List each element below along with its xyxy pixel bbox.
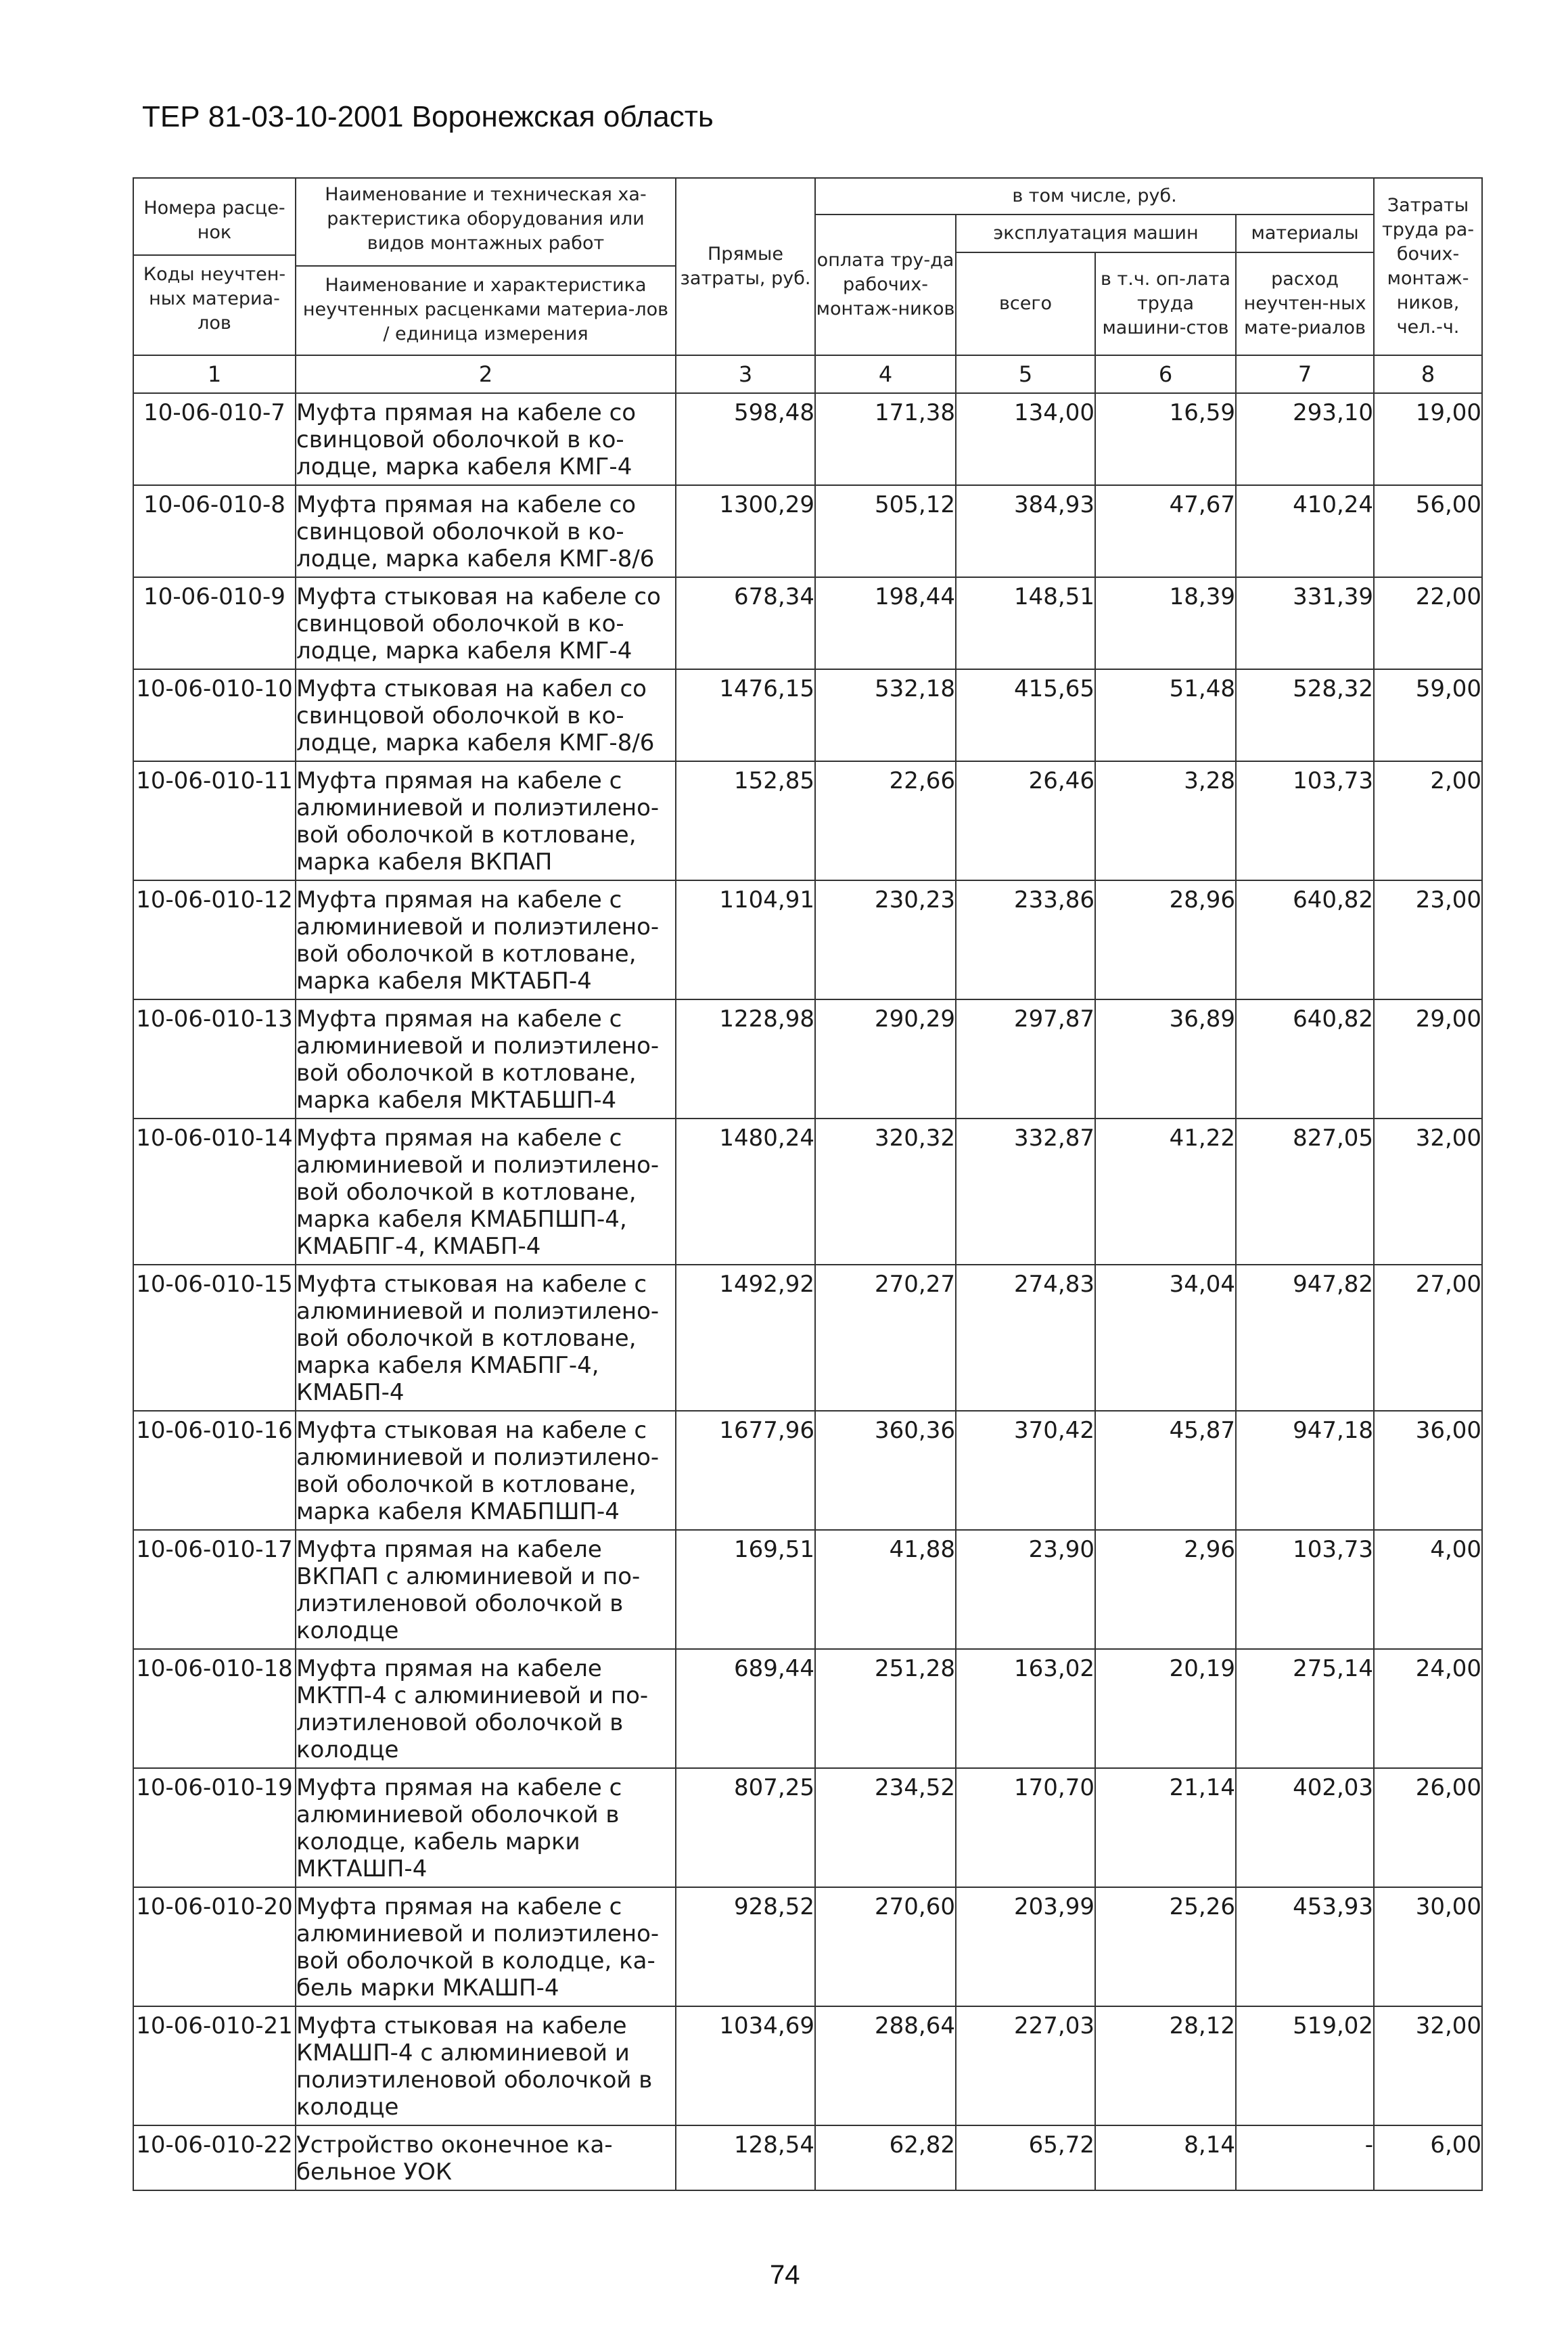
table-row xyxy=(133,999,1482,1119)
column-number: 7 xyxy=(1236,355,1374,393)
materials-cost: 410,24 xyxy=(1236,485,1374,577)
machines-total: 65,72 xyxy=(956,2125,1095,2190)
machines-total: 297,87 xyxy=(956,999,1095,1119)
worker-wages: 532,18 xyxy=(815,669,956,761)
labor-hours: 23,00 xyxy=(1374,880,1482,999)
materials-cost: 275,14 xyxy=(1236,1649,1374,1768)
direct-costs: 678,34 xyxy=(676,577,815,669)
rate-code: 10-06-010-16 xyxy=(133,1411,296,1530)
labor-hours: 22,00 xyxy=(1374,577,1482,669)
header-direct-costs: Прямые затраты, руб. xyxy=(676,178,815,355)
header-machine-operators: в т.ч. оп-лата труда машини-стов xyxy=(1095,252,1236,355)
direct-costs: 1104,91 xyxy=(676,880,815,999)
direct-costs: 598,48 xyxy=(676,393,815,485)
rate-code: 10-06-010-22 xyxy=(133,2125,296,2190)
machine-operator-wages: 25,26 xyxy=(1095,1887,1236,2006)
header-work-name: Наименование и техническая ха-рактеристика оборудования или видов монтажных работ xyxy=(325,184,647,254)
rates-table xyxy=(133,177,1483,2191)
column-number: 8 xyxy=(1374,355,1482,393)
rate-code: 10-06-010-7 xyxy=(133,393,296,485)
rate-code: 10-06-010-19 xyxy=(133,1768,296,1887)
labor-hours: 24,00 xyxy=(1374,1649,1482,1768)
table-body xyxy=(133,393,1482,2190)
labor-hours: 56,00 xyxy=(1374,485,1482,577)
header-machines-total: всего xyxy=(956,252,1095,355)
machine-operator-wages: 20,19 xyxy=(1095,1649,1236,1768)
worker-wages: 360,36 xyxy=(815,1411,956,1530)
header-rate-numbers: Номера расце-нок xyxy=(143,198,285,243)
direct-costs: 169,51 xyxy=(676,1530,815,1649)
worker-wages: 198,44 xyxy=(815,577,956,669)
rate-name: Муфта стыковая на кабеле со свинцовой оболочкой в ко-лодце, марка кабеля КМГ-4 xyxy=(296,577,676,669)
labor-hours: 29,00 xyxy=(1374,999,1482,1119)
labor-hours: 6,00 xyxy=(1374,2125,1482,2190)
rate-name: Муфта прямая на кабеле МКТП-4 с алюминиевой и по-лиэтиленовой оболочкой в колодце xyxy=(296,1649,676,1768)
materials-cost: 103,73 xyxy=(1236,1530,1374,1649)
materials-cost: 947,18 xyxy=(1236,1411,1374,1530)
machine-operator-wages: 2,96 xyxy=(1095,1530,1236,1649)
worker-wages: 270,27 xyxy=(815,1265,956,1411)
machine-operator-wages: 51,48 xyxy=(1095,669,1236,761)
machines-total: 227,03 xyxy=(956,2006,1095,2125)
table-row xyxy=(133,1530,1482,1649)
worker-wages: 270,60 xyxy=(815,1887,956,2006)
table-row xyxy=(133,1649,1482,1768)
direct-costs: 1480,24 xyxy=(676,1119,815,1265)
column-number: 1 xyxy=(133,355,296,393)
worker-wages: 62,82 xyxy=(815,2125,956,2190)
machines-total: 134,00 xyxy=(956,393,1095,485)
table-row xyxy=(133,485,1482,577)
machine-operator-wages: 28,12 xyxy=(1095,2006,1236,2125)
rate-code: 10-06-010-14 xyxy=(133,1119,296,1265)
machine-operator-wages: 36,89 xyxy=(1095,999,1236,1119)
column-number: 6 xyxy=(1095,355,1236,393)
rate-name: Муфта прямая на кабеле с алюминиевой и полиэтилено-вой оболочкой в котловане, марка кабеля МКТАБП-4 xyxy=(296,880,676,999)
rate-name: Муфта прямая на кабеле с алюминиевой и полиэтилено-вой оболочкой в котловане, марка кабеля МКТАБШП-4 xyxy=(296,999,676,1119)
machine-operator-wages: 34,04 xyxy=(1095,1265,1236,1411)
labor-hours: 27,00 xyxy=(1374,1265,1482,1411)
rate-code: 10-06-010-9 xyxy=(133,577,296,669)
labor-hours: 59,00 xyxy=(1374,669,1482,761)
direct-costs: 1476,15 xyxy=(676,669,815,761)
worker-wages: 230,23 xyxy=(815,880,956,999)
machines-total: 26,46 xyxy=(956,761,1095,880)
rate-name: Муфта стыковая на кабеле с алюминиевой и полиэтилено-вой оболочкой в котловане, марка кабеля КМАБПШП-4 xyxy=(296,1411,676,1530)
rate-name: Муфта прямая на кабеле с алюминиевой и полиэтилено-вой оболочкой в котловане, марка кабеля ВКПАП xyxy=(296,761,676,880)
machine-operator-wages: 18,39 xyxy=(1095,577,1236,669)
table-row xyxy=(133,577,1482,669)
table-row xyxy=(133,1887,1482,2006)
worker-wages: 320,32 xyxy=(815,1119,956,1265)
column-number: 2 xyxy=(296,355,676,393)
machine-operator-wages: 8,14 xyxy=(1095,2125,1236,2190)
machines-total: 23,90 xyxy=(956,1530,1095,1649)
direct-costs: 807,25 xyxy=(676,1768,815,1887)
table-row xyxy=(133,393,1482,485)
machines-total: 274,83 xyxy=(956,1265,1095,1411)
header-unaccounted-materials: расход неучтен-ных мате-риалов xyxy=(1236,252,1374,355)
header-material-codes: Коды неучтен-ных материа-лов xyxy=(143,264,286,334)
table-row xyxy=(133,1119,1482,1265)
column-number: 3 xyxy=(676,355,815,393)
materials-cost: 640,82 xyxy=(1236,999,1374,1119)
labor-hours: 4,00 xyxy=(1374,1530,1482,1649)
column-number: 5 xyxy=(956,355,1095,393)
machines-total: 233,86 xyxy=(956,880,1095,999)
rate-name: Муфта прямая на кабеле с алюминиевой оболочкой в колодце, кабель марки МКТАШП-4 xyxy=(296,1768,676,1887)
table-row xyxy=(133,2006,1482,2125)
header-codes xyxy=(133,178,296,355)
machine-operator-wages: 21,14 xyxy=(1095,1768,1236,1887)
worker-wages: 234,52 xyxy=(815,1768,956,1887)
worker-wages: 251,28 xyxy=(815,1649,956,1768)
rate-name: Муфта стыковая на кабел со свинцовой оболочкой в ко-лодце, марка кабеля КМГ-8/6 xyxy=(296,669,676,761)
machines-total: 332,87 xyxy=(956,1119,1095,1265)
worker-wages: 22,66 xyxy=(815,761,956,880)
rate-code: 10-06-010-11 xyxy=(133,761,296,880)
column-numbers-row xyxy=(133,355,1482,393)
labor-hours: 2,00 xyxy=(1374,761,1482,880)
header-names xyxy=(296,178,676,355)
rate-name: Муфта стыковая на кабеле с алюминиевой и полиэтилено-вой оболочкой в котловане, марка кабеля КМАБПГ-4, КМАБП-4 xyxy=(296,1265,676,1411)
worker-wages: 288,64 xyxy=(815,2006,956,2125)
machines-total: 170,70 xyxy=(956,1768,1095,1887)
labor-hours: 19,00 xyxy=(1374,393,1482,485)
worker-wages: 505,12 xyxy=(815,485,956,577)
worker-wages: 171,38 xyxy=(815,393,956,485)
materials-cost: - xyxy=(1236,2125,1374,2190)
column-number: 4 xyxy=(815,355,956,393)
direct-costs: 1228,98 xyxy=(676,999,815,1119)
labor-hours: 26,00 xyxy=(1374,1768,1482,1887)
table-row xyxy=(133,669,1482,761)
rate-name: Муфта прямая на кабеле ВКПАП с алюминиевой и по-лиэтиленовой оболочкой в колодце xyxy=(296,1530,676,1649)
labor-hours: 32,00 xyxy=(1374,1119,1482,1265)
header-materials: материалы xyxy=(1236,215,1374,252)
table-row xyxy=(133,761,1482,880)
machines-total: 415,65 xyxy=(956,669,1095,761)
direct-costs: 1492,92 xyxy=(676,1265,815,1411)
header-labor: Затраты труда ра-бочих-монтаж-ников, чел.-ч. xyxy=(1374,178,1482,355)
materials-cost: 293,10 xyxy=(1236,393,1374,485)
table-row xyxy=(133,1411,1482,1530)
materials-cost: 640,82 xyxy=(1236,880,1374,999)
rate-name: Муфта стыковая на кабеле КМАШП-4 с алюминиевой и полиэтиленовой оболочкой в колодце xyxy=(296,2006,676,2125)
header-machines: эксплуатация машин xyxy=(956,215,1236,252)
labor-hours: 30,00 xyxy=(1374,1887,1482,2006)
materials-cost: 947,82 xyxy=(1236,1265,1374,1411)
materials-cost: 453,93 xyxy=(1236,1887,1374,2006)
materials-cost: 827,05 xyxy=(1236,1119,1374,1265)
rate-code: 10-06-010-20 xyxy=(133,1887,296,2006)
rate-code: 10-06-010-18 xyxy=(133,1649,296,1768)
table-row xyxy=(133,1768,1482,1887)
labor-hours: 36,00 xyxy=(1374,1411,1482,1530)
rate-name: Муфта прямая на кабеле со свинцовой оболочкой в ко-лодце, марка кабеля КМГ-8/6 xyxy=(296,485,676,577)
direct-costs: 128,54 xyxy=(676,2125,815,2190)
materials-cost: 528,32 xyxy=(1236,669,1374,761)
rate-code: 10-06-010-21 xyxy=(133,2006,296,2125)
materials-cost: 519,02 xyxy=(1236,2006,1374,2125)
rate-code: 10-06-010-10 xyxy=(133,669,296,761)
materials-cost: 103,73 xyxy=(1236,761,1374,880)
labor-hours: 32,00 xyxy=(1374,2006,1482,2125)
table-header xyxy=(133,178,1482,355)
rate-name: Муфта прямая на кабеле с алюминиевой и полиэтилено-вой оболочкой в котловане, марка кабеля КМАБПШП-4, КМАБПГ-4, КМАБП-4 xyxy=(296,1119,676,1265)
direct-costs: 689,44 xyxy=(676,1649,815,1768)
machine-operator-wages: 28,96 xyxy=(1095,880,1236,999)
machines-total: 163,02 xyxy=(956,1649,1095,1768)
rate-code: 10-06-010-13 xyxy=(133,999,296,1119)
table-row xyxy=(133,880,1482,999)
machine-operator-wages: 16,59 xyxy=(1095,393,1236,485)
table-row xyxy=(133,1265,1482,1411)
worker-wages: 290,29 xyxy=(815,999,956,1119)
machines-total: 384,93 xyxy=(956,485,1095,577)
header-wages: оплата тру-да рабочих-монтаж-ников xyxy=(815,215,956,355)
rate-code: 10-06-010-15 xyxy=(133,1265,296,1411)
rate-name: Муфта прямая на кабеле с алюминиевой и полиэтилено-вой оболочкой в колодце, ка-бель марки МКАШП-4 xyxy=(296,1887,676,2006)
header-material-name: Наименование и характеристика неучтенных расценками материа-лов / единица измерения xyxy=(302,275,669,344)
direct-costs: 1034,69 xyxy=(676,2006,815,2125)
machines-total: 148,51 xyxy=(956,577,1095,669)
rate-name: Устройство оконечное ка-бельное УОК xyxy=(296,2125,676,2190)
machines-total: 370,42 xyxy=(956,1411,1095,1530)
rate-name: Муфта прямая на кабеле со свинцовой оболочкой в ко-лодце, марка кабеля КМГ-4 xyxy=(296,393,676,485)
table-row xyxy=(133,2125,1482,2190)
rate-code: 10-06-010-8 xyxy=(133,485,296,577)
machine-operator-wages: 47,67 xyxy=(1095,485,1236,577)
direct-costs: 152,85 xyxy=(676,761,815,880)
worker-wages: 41,88 xyxy=(815,1530,956,1649)
materials-cost: 331,39 xyxy=(1236,577,1374,669)
rate-code: 10-06-010-17 xyxy=(133,1530,296,1649)
machines-total: 203,99 xyxy=(956,1887,1095,2006)
rate-code: 10-06-010-12 xyxy=(133,880,296,999)
direct-costs: 928,52 xyxy=(676,1887,815,2006)
document-title: ТЕР 81-03-10-2001 Воронежская область xyxy=(142,100,714,133)
machine-operator-wages: 3,28 xyxy=(1095,761,1236,880)
materials-cost: 402,03 xyxy=(1236,1768,1374,1887)
direct-costs: 1677,96 xyxy=(676,1411,815,1530)
machine-operator-wages: 45,87 xyxy=(1095,1411,1236,1530)
direct-costs: 1300,29 xyxy=(676,485,815,577)
machine-operator-wages: 41,22 xyxy=(1095,1119,1236,1265)
page-number: 74 xyxy=(770,2260,800,2290)
header-including: в том числе, руб. xyxy=(815,178,1374,215)
